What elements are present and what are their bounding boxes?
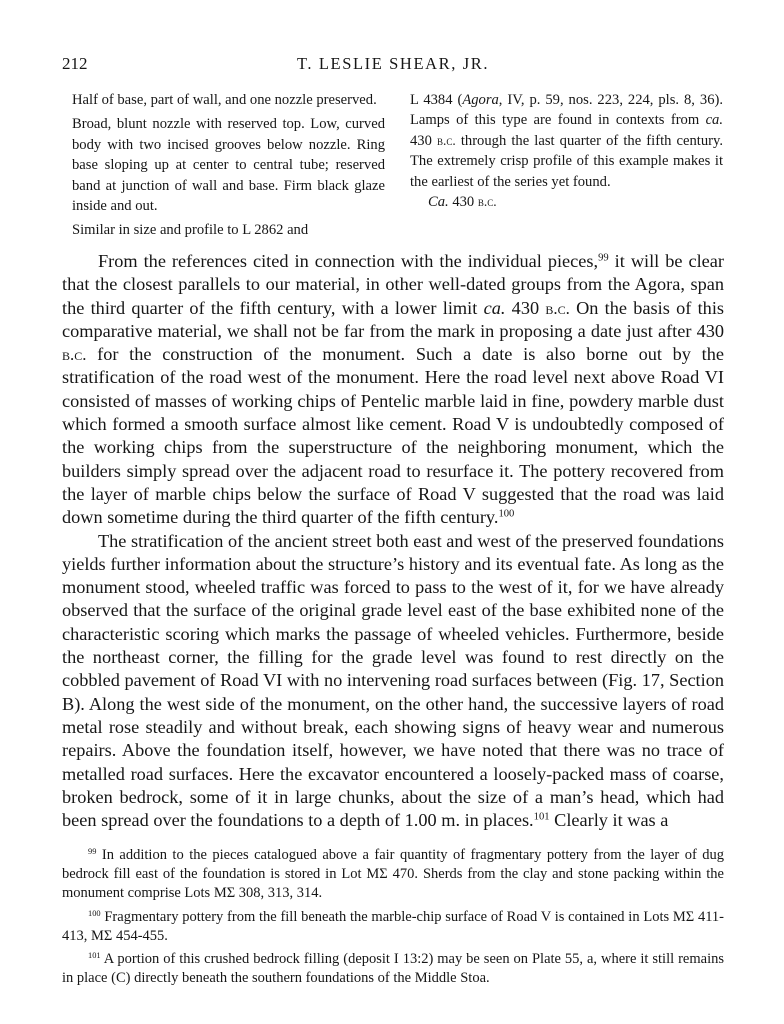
era-abbrev: b.c. <box>477 194 497 210</box>
running-head: T. LESLIE SHEAR, JR. <box>296 54 490 73</box>
catalogue-comparanda-start: Similar in size and profile to L 2862 and <box>72 222 309 239</box>
text-span: Clearly it was a <box>549 810 669 831</box>
page-header <box>62 54 724 76</box>
footnote-ref[interactable]: 100 <box>498 508 515 520</box>
era-abbrev: b.c. <box>545 298 570 318</box>
circa: ca. <box>483 297 506 318</box>
era-abbrev: b.c. <box>437 132 456 148</box>
text-span: 430 <box>505 297 546 318</box>
text-span: The stratification of the ancient street both east and west of the preserved foundations yields further information about the structure’s history and its eventual fate. As long as the monument stood, wheeled traffic was forced to pass to the west of it, for we have already observed that the surface of the original grade level east of the base exhibited none of the characteristic scoring which marks the passage of wheeled vehicles. Furthermore, beside the northeast corner, the filling for the grade level was found to rest directly on the cobbled pavement of Road VI with no intervening road surfaces between (Fig. 17, Section B). Along the west side of the monument, on the other hand, the successive layers of road metal rose steadily and without break, each showing signs of heavy wear and numerous repairs. Above the foundation itself, however, we have noted that there was no trace of metalled road surfaces. Here the excavator encountered a loosely-packed mass of coarse, broken bedrock, some of it in large chunks, about the size of a man’s head, which had been spread over the foundations to a depth of 1.00 m. in places. <box>62 530 724 831</box>
text-span: through the last quarter of the fifth century. The extremely crisp profile of this example makes it the earliest of the series yet found. <box>410 132 724 190</box>
era-abbrev: b.c. <box>62 345 87 365</box>
body-text <box>62 250 724 832</box>
footnote-text: In addition to the pieces catalogued above a fair quantity of fragmentary pottery from the layer of dug bedrock fill east of the foundation is stored in Lot ΜΣ 470. Sherds from the clay and stone packing within the monument comprise Lots ΜΣ 308, 313, 314. <box>62 847 724 902</box>
footnote-number: 101 <box>88 950 101 960</box>
catalogue-description: Broad, blunt nozzle with reserved top. Low, curved body with two incised grooves below nozzle. Ring base sloping up at center to central tube; reserved band at junction of wall and base. Firm black glaze inside and out. <box>72 116 385 215</box>
footnote <box>62 908 724 946</box>
catalogue-comparanda-end <box>410 90 723 192</box>
page-number: 212 <box>62 54 88 73</box>
paragraph-dating <box>62 250 724 530</box>
text-span: From the references cited in connection with the individual pieces, <box>98 251 599 271</box>
footnote-number: 100 <box>88 908 101 918</box>
footnote-ref[interactable]: 101 <box>533 811 550 823</box>
circa: Ca. <box>428 194 449 211</box>
footnote-text: A portion of this crushed bedrock filling (deposit I 13:2) may be seen on Plate 55, a, where it still remains in place (C) directly beneath the southern foundations of the Middle Stoa. <box>62 951 724 987</box>
text-span: it will be clear that the closest parallels to our material, in other well-dated groups from the Agora, span the third quarter of the fifth century, with a lower limit <box>62 251 724 318</box>
paragraph-stratification <box>62 530 724 833</box>
footnote <box>62 846 724 904</box>
text-span: 430 <box>448 194 478 211</box>
text-span: 430 <box>410 132 438 149</box>
catalogue-date <box>410 192 723 212</box>
catalogue-entry <box>62 90 724 240</box>
text-span: , IV, p. 59, nos. 223, 224, pls. 8, 36). Lamps of this type are found in contexts from <box>410 92 723 129</box>
text-span: On the basis of this comparative material, we shall not be far from the mark in proposing a date just after 430 <box>62 297 725 341</box>
footnote-ref[interactable]: 99 <box>598 252 609 264</box>
text-span: L 4384 ( <box>410 92 463 108</box>
catalogue-column-left <box>72 90 385 241</box>
footnote-text: Fragmentary pottery from the fill beneath the marble-chip surface of Road V is contained in Lots ΜΣ 411-413, ΜΣ 454-455. <box>62 908 724 944</box>
footnotes <box>62 846 724 988</box>
journal-title: Agora <box>462 92 499 108</box>
circa: ca. <box>705 112 723 129</box>
catalogue-preservation: Half of base, part of wall, and one nozzle preserved. <box>72 92 377 108</box>
catalogue-column-right <box>410 90 723 212</box>
footnote-number: 99 <box>88 846 97 856</box>
footnote <box>62 950 724 988</box>
text-span: for the construction of the monument. Such a date is also borne out by the stratification of the road west of the monument. Here the road level next above Road VI consisted of masses of working chips of Pentelic marble laid in fine, powdery marble dust which formed a smooth surface almost like cement. Road V is undoubtedly composed of the working chips from the superstructure of the neighboring monument, which the builders simply spread over the adjacent road to resurface it. The pottery recovered from the layer of marble chips below the surface of Road V suggested that the road was laid down sometime during the third quarter of the fifth century. <box>62 344 724 528</box>
